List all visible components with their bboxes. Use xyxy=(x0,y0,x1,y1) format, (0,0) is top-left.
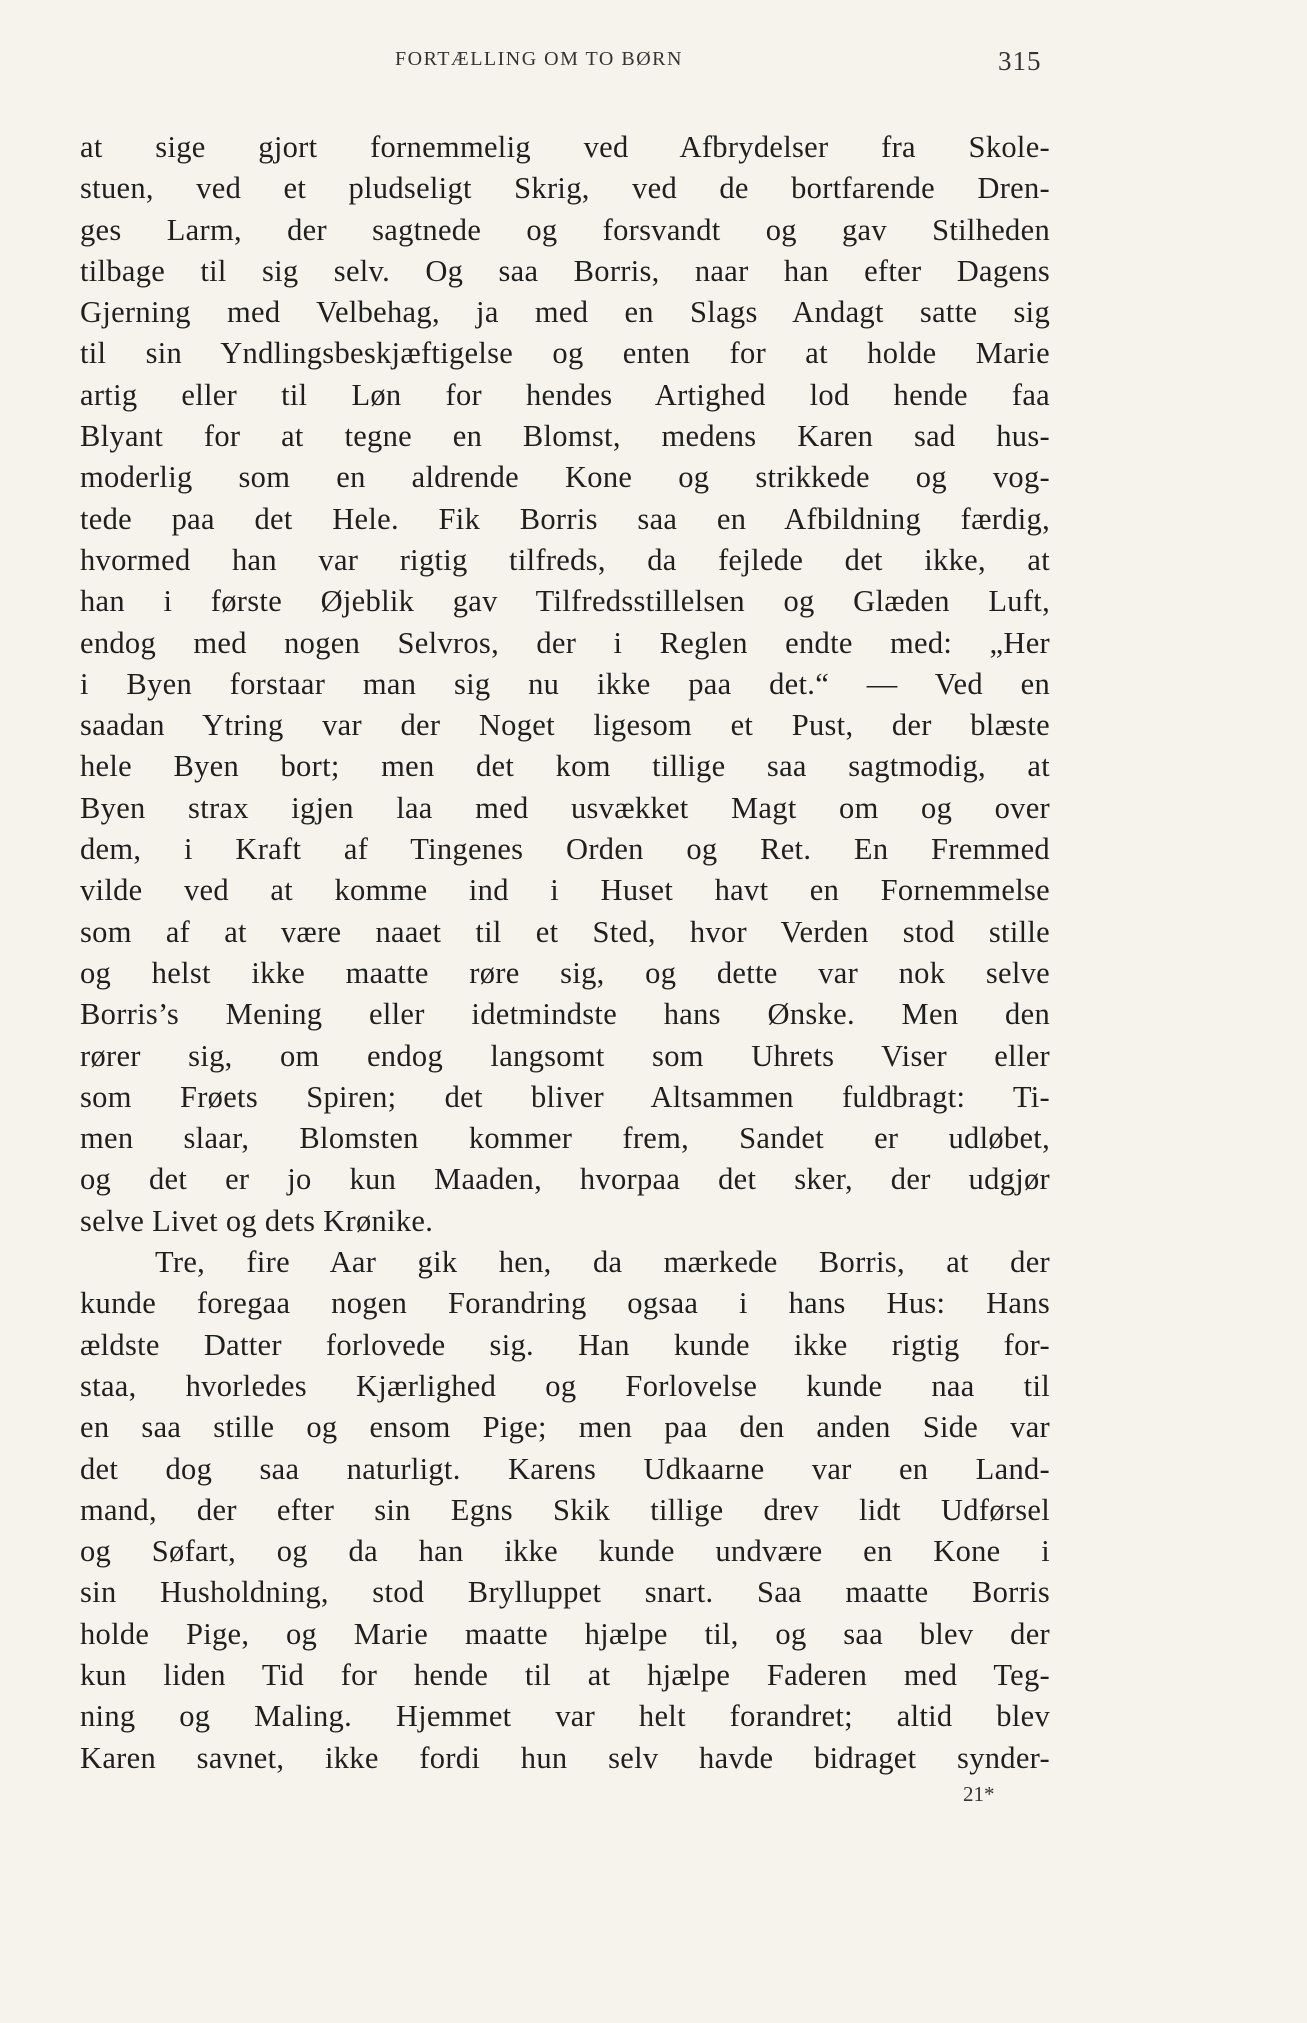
text-line: hele Byen bort; men det kom tillige saa sagtmodig, at xyxy=(80,749,1050,784)
text-line: Byen strax igjen laa med usvækket Magt om og over xyxy=(80,790,1050,825)
text-line: saadan Ytring var der Noget ligesom et Pust, der blæste xyxy=(80,708,1050,743)
paragraph-start-line: Tre, fire Aar gik hen, da mærkede Borris, at der xyxy=(155,1245,1050,1280)
text-line: det dog saa naturligt. Karens Udkaarne var en Land- xyxy=(80,1451,1050,1486)
text-line: kun liden Tid for hende til at hjælpe Faderen med Teg- xyxy=(80,1657,1050,1692)
text-line: moderlig som en aldrende Kone og strikkede og vog- xyxy=(80,460,1050,495)
running-title: FORTÆLLING OM TO BØRN xyxy=(395,48,683,70)
text-line: holde Pige, og Marie maatte hjælpe til, og saa blev der xyxy=(80,1616,1050,1651)
text-line: vilde ved at komme ind i Huset havt en Fornemmelse xyxy=(80,873,1050,908)
text-line: til sin Yndlingsbeskjæftigelse og enten for at holde Marie xyxy=(80,336,1050,371)
text-line: ældste Datter forlovede sig. Han kunde ikke rigtig for- xyxy=(80,1327,1050,1362)
signature-mark: 21* xyxy=(963,1782,995,1806)
text-line: staa, hvorledes Kjærlighed og Forlovelse kunde naa til xyxy=(80,1368,1050,1403)
text-line: Karen savnet, ikke fordi hun selv havde bidraget synder- xyxy=(80,1740,1050,1775)
text-line: som Frøets Spiren; det bliver Altsammen fuldbragt: Ti- xyxy=(80,1079,1050,1114)
text-line: og helst ikke maatte røre sig, og dette var nok selve xyxy=(80,955,1050,990)
text-line: artig eller til Løn for hendes Artighed lod hende faa xyxy=(80,377,1050,412)
text-line: mand, der efter sin Egns Skik tillige drev lidt Udførsel xyxy=(80,1492,1050,1527)
text-line: ges Larm, der sagtnede og forsvandt og gav Stilheden xyxy=(80,212,1050,247)
text-line: ning og Maling. Hjemmet var helt forandret; altid blev xyxy=(80,1699,1050,1734)
text-line: rører sig, om endog langsomt som Uhrets Viser eller xyxy=(80,1038,1050,1073)
text-line: som af at være naaet til et Sted, hvor Verden stod stille xyxy=(80,914,1050,949)
body-text xyxy=(80,127,1050,1779)
text-line: Gjerning med Velbehag, ja med en Slags Andagt satte sig xyxy=(80,295,1050,330)
text-line: tilbage til sig selv. Og saa Borris, naar han efter Dagens xyxy=(80,253,1050,288)
text-line: men slaar, Blomsten kommer frem, Sandet er udløbet, xyxy=(80,1121,1050,1156)
text-line: sin Husholdning, stod Brylluppet snart. Saa maatte Borris xyxy=(80,1575,1050,1610)
text-line: stuen, ved et pludseligt Skrig, ved de bortfarende Dren- xyxy=(80,171,1050,206)
text-line: han i første Øjeblik gav Tilfredsstillelsen og Glæden Luft, xyxy=(80,584,1050,619)
text-line: endog med nogen Selvros, der i Reglen endte med: „Her xyxy=(80,625,1050,660)
text-line: i Byen forstaar man sig nu ikke paa det.“ — Ved en xyxy=(80,666,1050,701)
text-line: at sige gjort fornemmelig ved Afbrydelser fra Skole- xyxy=(80,130,1050,164)
text-line: og det er jo kun Maaden, hvorpaa det sker, der udgjør xyxy=(80,1162,1050,1197)
page-number: 315 xyxy=(998,46,1042,76)
text-line: dem, i Kraft af Tingenes Orden og Ret. En Fremmed xyxy=(80,832,1050,867)
text-line: og Søfart, og da han ikke kunde undvære en Kone i xyxy=(80,1534,1050,1569)
paragraph-end-line: selve Livet og dets Krønike. xyxy=(80,1203,434,1238)
text-line: hvormed han var rigtig tilfreds, da fejlede det ikke, at xyxy=(80,542,1050,577)
text-line: kunde foregaa nogen Forandring ogsaa i hans Hus: Hans xyxy=(80,1286,1050,1321)
text-line: Blyant for at tegne en Blomst, medens Karen sad hus- xyxy=(80,419,1050,454)
text-line: tede paa det Hele. Fik Borris saa en Afbildning færdig, xyxy=(80,501,1050,536)
text-line: Borris’s Mening eller idetmindste hans Ønske. Men den xyxy=(80,997,1050,1032)
text-line: en saa stille og ensom Pige; men paa den anden Side var xyxy=(80,1410,1050,1445)
